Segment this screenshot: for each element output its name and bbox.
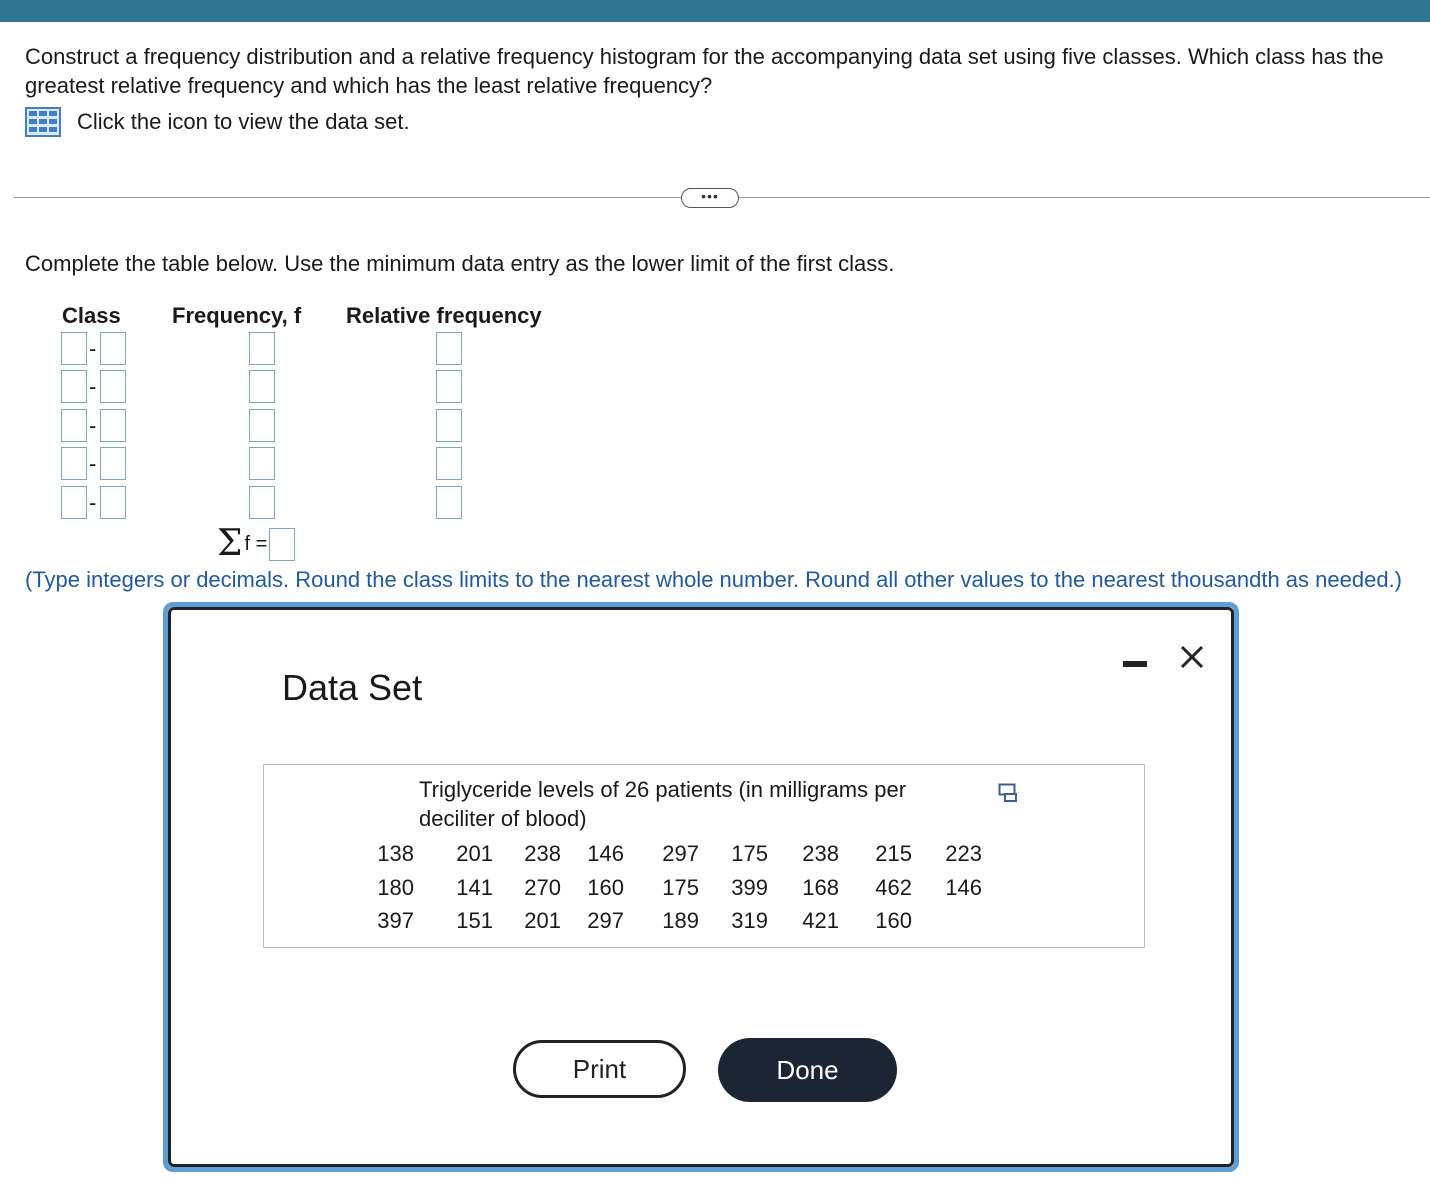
data-value: 319: [731, 908, 768, 933]
close-icon[interactable]: [1177, 642, 1207, 672]
copy-to-clipboard-icon[interactable]: [998, 783, 1020, 803]
view-data-set-label: Click the icon to view the data set.: [77, 109, 410, 134]
data-value: 175: [662, 874, 699, 900]
class-4-upper-input[interactable]: [100, 447, 126, 480]
class-3-upper-input[interactable]: [100, 409, 126, 442]
class-1-separator: -: [89, 336, 97, 361]
frequency-sum-input[interactable]: [269, 528, 295, 561]
class-2-upper-input[interactable]: [100, 370, 126, 403]
data-value: 397: [377, 908, 414, 933]
data-value: 297: [587, 908, 624, 933]
class-5-separator: -: [89, 490, 97, 515]
data-value: 238: [802, 841, 839, 866]
data-value: 138: [377, 841, 414, 866]
class-4-separator: -: [89, 451, 97, 476]
data-value: 215: [875, 841, 912, 866]
class-5-upper-input[interactable]: [100, 486, 126, 519]
data-value: 175: [731, 841, 768, 866]
expand-more-button[interactable]: •••: [681, 188, 739, 208]
relative-frequency-3-input[interactable]: [436, 409, 462, 442]
sigma-symbol: Σ: [217, 523, 243, 564]
relative-frequency-column-header: Relative frequency: [346, 303, 542, 328]
data-value: 421: [802, 908, 839, 933]
relative-frequency-4-input[interactable]: [436, 447, 462, 480]
data-value: 238: [524, 841, 561, 866]
data-value: 462: [875, 874, 912, 900]
frequency-4-input[interactable]: [249, 447, 275, 480]
class-1-lower-input[interactable]: [61, 332, 87, 365]
class-2-lower-input[interactable]: [61, 370, 87, 403]
data-value: 141: [456, 874, 493, 900]
relative-frequency-1-input[interactable]: [436, 332, 462, 365]
data-table-icon[interactable]: [25, 107, 61, 137]
data-value: 201: [524, 908, 561, 933]
data-set-panel: [263, 764, 1145, 948]
dialog-title: Data Set: [282, 667, 423, 708]
data-value: 189: [662, 908, 699, 933]
done-button[interactable]: Done: [718, 1038, 897, 1102]
print-button[interactable]: Print: [513, 1040, 686, 1098]
class-column-header: Class: [62, 303, 121, 328]
class-2-separator: -: [89, 374, 97, 399]
relative-frequency-2-input[interactable]: [436, 370, 462, 403]
frequency-1-input[interactable]: [249, 332, 275, 365]
instruction-text: Complete the table below. Use the minimum data entry as the lower limit of the first class.: [25, 251, 895, 276]
class-3-lower-input[interactable]: [61, 409, 87, 442]
data-value: 160: [875, 908, 912, 933]
frequency-5-input[interactable]: [249, 486, 275, 519]
class-1-upper-input[interactable]: [100, 332, 126, 365]
relative-frequency-5-input[interactable]: [436, 486, 462, 519]
class-4-lower-input[interactable]: [61, 447, 87, 480]
data-value: 168: [802, 874, 839, 900]
data-value: 151: [456, 908, 493, 933]
frequency-2-input[interactable]: [249, 370, 275, 403]
data-value: 270: [524, 874, 561, 900]
class-3-separator: -: [89, 413, 97, 438]
sum-label: f =: [244, 533, 268, 555]
dialog-frame: [168, 607, 1234, 1167]
top-banner: [0, 0, 1430, 22]
data-value: 201: [456, 841, 493, 866]
frequency-sum-row: [217, 523, 295, 564]
data-value: 223: [945, 841, 982, 866]
answer-format-note: (Type integers or decimals. Round the class limits to the nearest whole number. Round all other values to the nearest thousandth as needed.): [25, 567, 1403, 592]
frequency-3-input[interactable]: [249, 409, 275, 442]
data-value: 146: [945, 874, 982, 900]
data-value: 146: [587, 841, 624, 866]
minimize-icon[interactable]: [1123, 661, 1147, 667]
question-text: Construct a frequency distribution and a relative frequency histogram for the accompanying data set using five classes. Which class has the greatest relative frequency and which has the least relative frequency?: [25, 44, 1384, 98]
data-value: 160: [587, 874, 624, 900]
data-set-dialog: [163, 602, 1239, 1172]
data-value: 399: [731, 874, 768, 900]
data-value: 297: [662, 841, 699, 866]
data-value: 180: [377, 874, 414, 900]
view-data-set-link[interactable]: [25, 106, 410, 138]
class-5-lower-input[interactable]: [61, 486, 87, 519]
frequency-column-header: Frequency, f: [172, 303, 302, 328]
data-set-caption: Triglyceride levels of 26 patients (in milligrams per deciliter of blood): [419, 777, 907, 831]
